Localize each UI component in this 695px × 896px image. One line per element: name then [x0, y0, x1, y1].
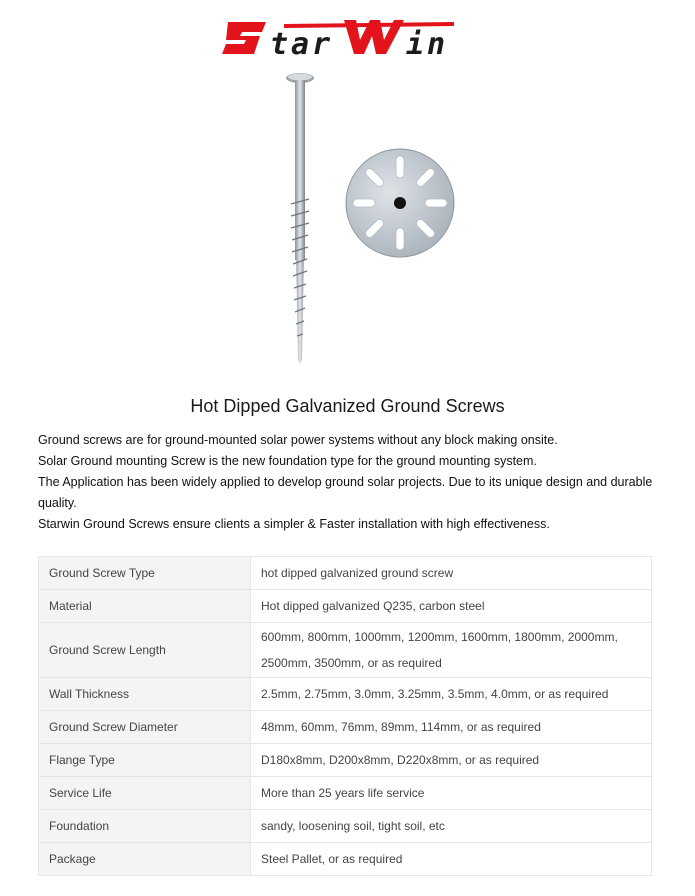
table-row: [39, 711, 652, 744]
spec-label: Material: [39, 590, 251, 623]
product-title: Hot Dipped Galvanized Ground Screws: [190, 396, 505, 416]
table-row: [39, 810, 652, 843]
ground-screw-photo: [250, 68, 480, 368]
spec-label: Foundation: [39, 810, 251, 843]
table-row: [39, 623, 652, 678]
table-row: [39, 590, 652, 623]
spec-label: Ground Screw Diameter: [39, 711, 251, 744]
spec-label: Ground Screw Type: [39, 557, 251, 590]
description-line: Starwin Ground Screws ensure clients a simpler & Faster installation with high effectiveness.: [38, 517, 550, 531]
spec-label: Package: [39, 843, 251, 876]
spec-label: Wall Thickness: [39, 678, 251, 711]
spec-value: Steel Pallet, or as required: [251, 843, 652, 876]
table-row: [39, 777, 652, 810]
spec-value: 600mm, 800mm, 1000mm, 1200mm, 1600mm, 1800mm, 2000mm, 2500mm, 3500mm, or as required: [251, 623, 652, 678]
table-row: [39, 678, 652, 711]
spec-value: 2.5mm, 2.75mm, 3.0mm, 3.25mm, 3.5mm, 4.0mm, or as required: [251, 678, 652, 711]
spec-label: Service Life: [39, 777, 251, 810]
spec-value: Hot dipped galvanized Q235, carbon steel: [251, 590, 652, 623]
table-row: [39, 557, 652, 590]
spec-value: D180x8mm, D200x8mm, D220x8mm, or as required: [251, 744, 652, 777]
spec-value: sandy, loosening soil, tight soil, etc: [251, 810, 652, 843]
spec-label: Flange Type: [39, 744, 251, 777]
spec-value: 48mm, 60mm, 76mm, 89mm, 114mm, or as required: [251, 711, 652, 744]
starwin-logo: [222, 8, 462, 60]
table-row: [39, 843, 652, 876]
description-line: The Application has been widely applied to develop ground solar projects. Due to its unique design and durable quality.: [38, 475, 653, 510]
table-row: [39, 744, 652, 777]
spec-value: More than 25 years life service: [251, 777, 652, 810]
svg-text:tar: tar: [270, 27, 334, 60]
description-line: Ground screws are for ground-mounted solar power systems without any block making onsite.: [38, 433, 558, 447]
product-description: [38, 430, 663, 535]
description-line: Solar Ground mounting Screw is the new foundation type for the ground mounting system.: [38, 454, 537, 468]
spec-label: Ground Screw Length: [39, 623, 251, 678]
svg-text:in: in: [406, 27, 449, 60]
spec-table: [38, 556, 652, 876]
spec-value: hot dipped galvanized ground screw: [251, 557, 652, 590]
